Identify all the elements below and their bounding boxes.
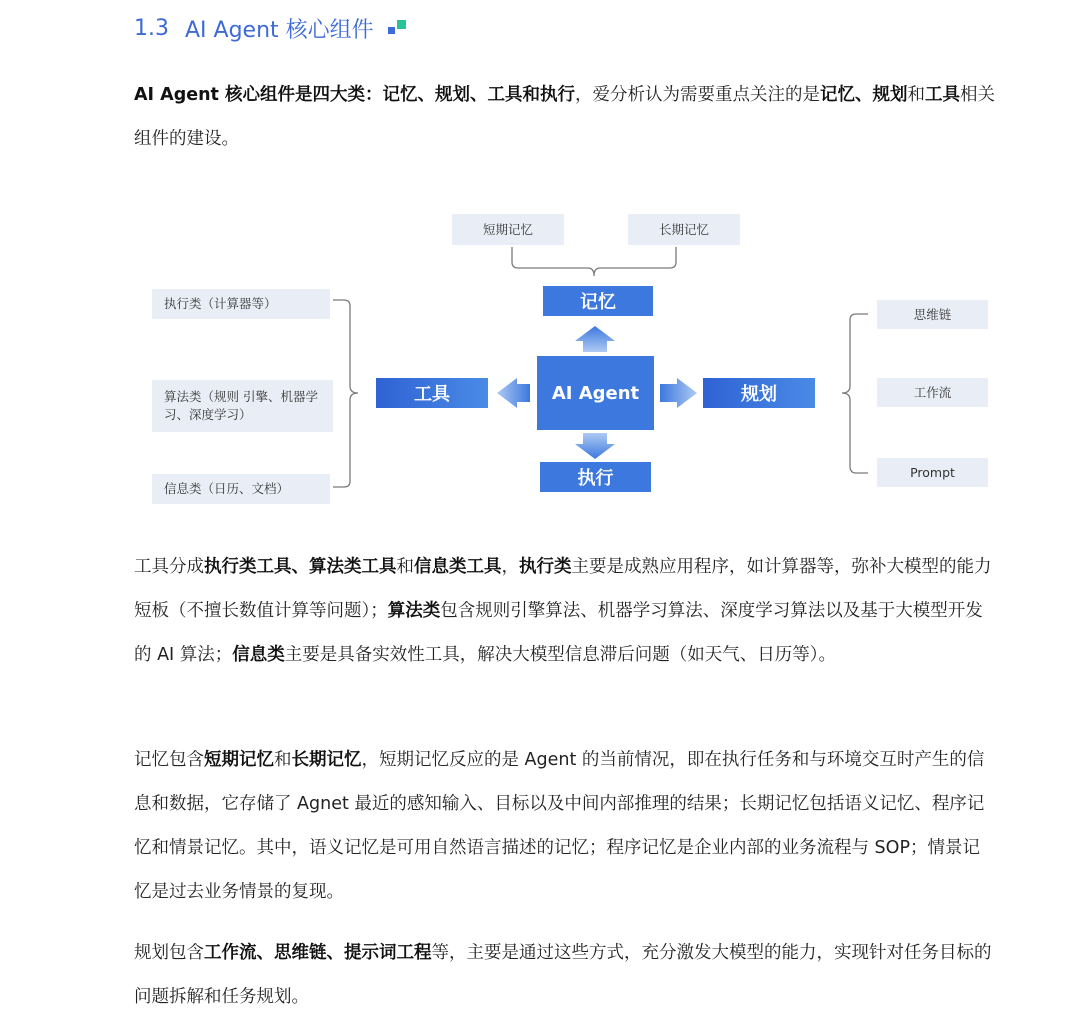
arrow-right-icon — [660, 378, 697, 408]
tool-info-box: 信息类（日历、文档） — [152, 474, 330, 504]
intro-paragraph: AI Agent 核心组件是四大类：记忆、规划、工具和执行，爱分析认为需要重点关注的是记忆、规划和工具相关组件的建设。 — [134, 85, 996, 149]
tool-algo-box: 算法类（规则 引擎、机器学习、深度学习） — [152, 380, 333, 432]
agent-components-diagram — [0, 200, 1080, 510]
plan-cot-box: 思维链 — [877, 300, 988, 329]
section-title: AI Agent 核心组件 — [185, 17, 374, 43]
tools-paragraph: 工具分成执行类工具、算法类工具和信息类工具，执行类主要是成熟应用程序，如计算器等，弥补大模型的能力短板（不擅长数值计算等问题）；算法类包含规则引擎算法、机器学习算法、深度学习算法以及基于大模型开发的 AI 算法；信息类主要是具备实效性工具，解决大模型信息滞后问题（如天气、日历等）。 — [134, 557, 992, 665]
arrow-left-icon — [497, 378, 530, 408]
memory-short-box: 短期记忆 — [452, 214, 564, 245]
section-decoration-icon — [388, 18, 408, 38]
ai-agent-box: AI Agent — [537, 356, 654, 430]
section-number: 1.3 — [134, 15, 169, 41]
plan-workflow-box: 工作流 — [877, 378, 988, 407]
memory-box: 记忆 — [543, 286, 653, 316]
planning-brace — [842, 314, 868, 473]
memory-paragraph: 记忆包含短期记忆和长期记忆，短期记忆反应的是 Agent 的当前情况，即在执行任务和与环境交互时产生的信息和数据，它存储了 Agnet 最近的感知输入、目标以及中间内部推理的结果；长期记忆包括语义记忆、程序记忆和情景记忆。其中，语义记忆是可用自然语言描述的记忆；程序记忆是企业内部的业务流程与 SOP；情景记忆是过去业务情景的复现。 — [134, 750, 985, 902]
execution-box: 执行 — [540, 462, 651, 492]
tool-exec-box: 执行类（计算器等） — [152, 289, 330, 319]
arrow-down-icon — [575, 433, 615, 459]
planning-paragraph: 规划包含工作流、思维链、提示词工程等，主要是通过这些方式，充分激发大模型的能力，实现针对任务目标的问题拆解和任务规划。 — [134, 943, 992, 1007]
memory-long-box: 长期记忆 — [628, 214, 740, 245]
plan-prompt-box: Prompt — [877, 458, 988, 487]
arrow-up-icon — [575, 326, 615, 352]
section-heading — [134, 12, 408, 44]
tools-box: 工具 — [376, 378, 488, 408]
planning-box: 规划 — [703, 378, 815, 408]
memory-brace — [512, 247, 676, 276]
tools-brace — [333, 300, 358, 487]
